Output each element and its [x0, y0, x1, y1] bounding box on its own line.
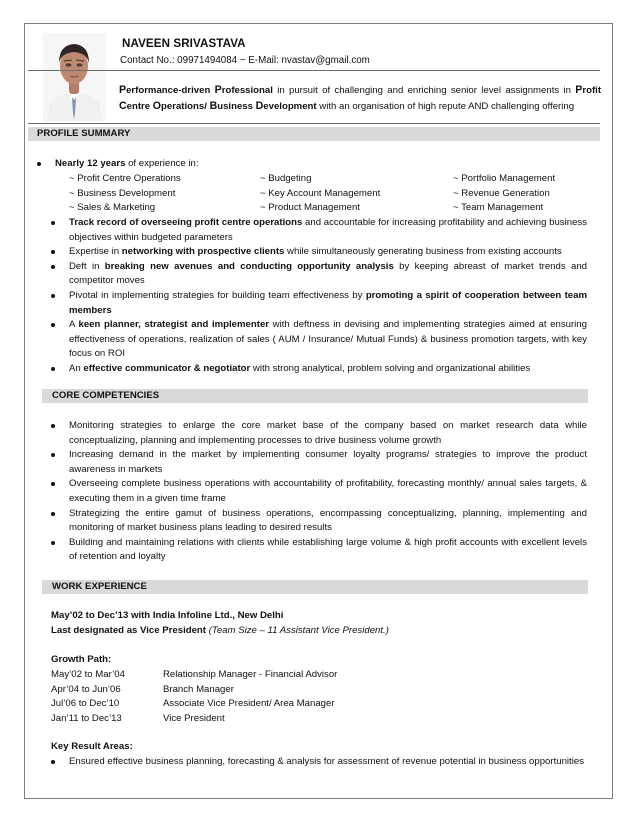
summary-bullet [50, 260, 587, 289]
expertise-row [69, 187, 589, 202]
bold-text: Track record of overseeing profit centre operations [69, 217, 303, 228]
bold-text: rofit [582, 85, 602, 96]
summary-bullet [50, 289, 587, 318]
expertise-row [69, 201, 589, 216]
experience-lead [36, 157, 596, 172]
competency-bullet: Overseeing complete business operations with accountability of profitability, forecasting monthly/ annual sales targets, & executing them in a given time frame [50, 477, 587, 506]
bold-text: perations/ [161, 100, 210, 112]
experience-lead-list [36, 157, 596, 172]
profile-photo [43, 33, 106, 121]
competency-bullet: Increasing demand in the market by implementing consumer loyalty programs/ strategies to improve the product awareness in markets [50, 448, 587, 477]
objective-line-2 [119, 99, 601, 115]
summary-bullet [50, 362, 587, 377]
expertise-item: ~ Product Management [260, 202, 360, 214]
growth-role: Associate Vice President/ Area Manager [163, 698, 335, 710]
bold-text: D [255, 99, 264, 112]
text-run: while simultaneously generating business from existing accounts [284, 246, 562, 258]
bold-text: O [152, 99, 162, 112]
text-run: An [69, 362, 84, 374]
section-core-competencies: CORE COMPETENCIES [42, 389, 588, 403]
contact-info: Contact No.: 09971494084 ~ E-Mail: nvastav@gmail.com [120, 55, 370, 66]
text-run: with deftness in devising and implementing strategies aimed at ensuring effectiveness of operations, realization of sales ( AUM / Insurance/ Mutual Funds) & business promotion targets, with key focus on ROI [69, 319, 587, 360]
employer-line: May’02 to Dec’13 with India Infoline Ltd., New Delhi [51, 610, 284, 621]
expertise-item: ~ Team Management [453, 202, 544, 214]
growth-row [51, 668, 337, 683]
bold-text: promoting a spirit of cooperation between team members [69, 289, 587, 316]
growth-date: Apr’04 to Jun’06 [51, 683, 121, 695]
bold-text: breaking new avenues and conducting opportunity analysis [104, 260, 394, 272]
kra-title: Key Result Areas: [51, 741, 133, 752]
bold-text: evelopment [263, 100, 317, 112]
bold-text: effective communicator & negotiator [83, 362, 251, 374]
text-run: by keeping abreast of market trends and competitor moves [69, 260, 587, 287]
section-work-experience: WORK EXPERIENCE [42, 580, 588, 594]
profile-summary-bullets [50, 216, 587, 377]
growth-role: Vice President [163, 712, 225, 724]
bold-text: P [575, 84, 583, 96]
bold-text: erformance-driven [126, 85, 215, 96]
growth-row [51, 683, 234, 698]
bold-text: rofessional [221, 85, 273, 96]
text-run: and accountable for increasing profitability and achieving business objectives within budgeted parameters [69, 217, 587, 243]
growth-date: May’02 to Mar’04 [51, 669, 125, 680]
text-run: A [69, 319, 79, 331]
text-run: in pursuit of challenging and enriching senior level assignments in [272, 85, 576, 96]
growth-date: Jul’06 to Dec’10 [51, 698, 120, 710]
bold-text: entre [126, 100, 153, 112]
kra-bullet: Ensured effective business planning, forecasting & analysis for assessment of revenue potential in business opportunities [50, 755, 587, 770]
summary-bullet [50, 318, 587, 362]
competency-bullet: Monitoring strategies to enlarge the core market base of the company based on market research data while conceptualizing, planning and implementing processes to drive business volume growth [50, 419, 587, 448]
bold-text: C [119, 99, 127, 112]
expertise-item: ~ Portfolio Management [453, 173, 556, 184]
text-run: Deft in [69, 260, 105, 272]
candidate-name: NAVEEN SRIVASTAVA [122, 37, 246, 50]
summary-bullet [50, 216, 587, 245]
text-run: with an organisation of high repute AND challenging offering [316, 100, 575, 112]
bold-text: P [119, 84, 127, 96]
growth-row [51, 697, 335, 712]
designation-line [51, 624, 389, 639]
growth-path-title: Growth Path: [51, 654, 112, 665]
summary-rule [28, 123, 600, 124]
expertise-item: ~ Business Development [69, 187, 176, 199]
competency-bullet: Strategizing the entire gamut of business operations, encompassing conceptualizing, planning, implementing and monitoring of market business plans leading to desired results [50, 507, 587, 536]
bold-text: networking with prospective clients [121, 246, 285, 258]
growth-date: Jan’11 to Dec’13 [51, 712, 122, 724]
header-rule [28, 70, 600, 71]
objective-line-1 [119, 83, 601, 99]
expertise-item: ~ Revenue Generation [453, 187, 550, 199]
growth-role: Relationship Manager - Financial Advisor [163, 669, 338, 680]
bold-text: P [214, 84, 222, 96]
competency-bullet: Building and maintaining relations with clients while establishing large volume & high profit accounts with excellent levels of retention and loyalty [50, 536, 587, 565]
kra-bullets [50, 755, 587, 770]
expertise-row [69, 172, 589, 187]
summary-bullet [50, 245, 587, 260]
core-competencies-bullets [50, 419, 587, 565]
bold-text: keen planner, strategist and implementer [78, 319, 270, 331]
text-run: Pivotal in implementing strategies for building team effectiveness by [69, 289, 366, 301]
designation: Last designated as Vice President [51, 625, 206, 636]
growth-role: Branch Manager [163, 683, 234, 695]
bold-text: Nearly 12 years [55, 158, 126, 169]
career-objective [119, 83, 601, 114]
expertise-areas [69, 172, 589, 216]
expertise-item: ~ Profit Centre Operations [69, 173, 181, 184]
expertise-item: ~ Sales & Marketing [69, 202, 156, 214]
bold-text: usiness [217, 100, 256, 112]
section-profile-summary: PROFILE SUMMARY [28, 127, 600, 141]
expertise-item: ~ Budgeting [260, 173, 312, 184]
text-run: with strong analytical, problem solving and organizational abilities [250, 362, 531, 374]
bold-text: B [209, 99, 218, 112]
text-run: of experience in: [125, 158, 199, 169]
team-size: (Team Size – 11 Assistant Vice President.) [206, 625, 389, 636]
text-run: Expertise in [69, 246, 122, 258]
growth-row [51, 712, 225, 727]
expertise-item: ~ Key Account Management [260, 187, 381, 199]
